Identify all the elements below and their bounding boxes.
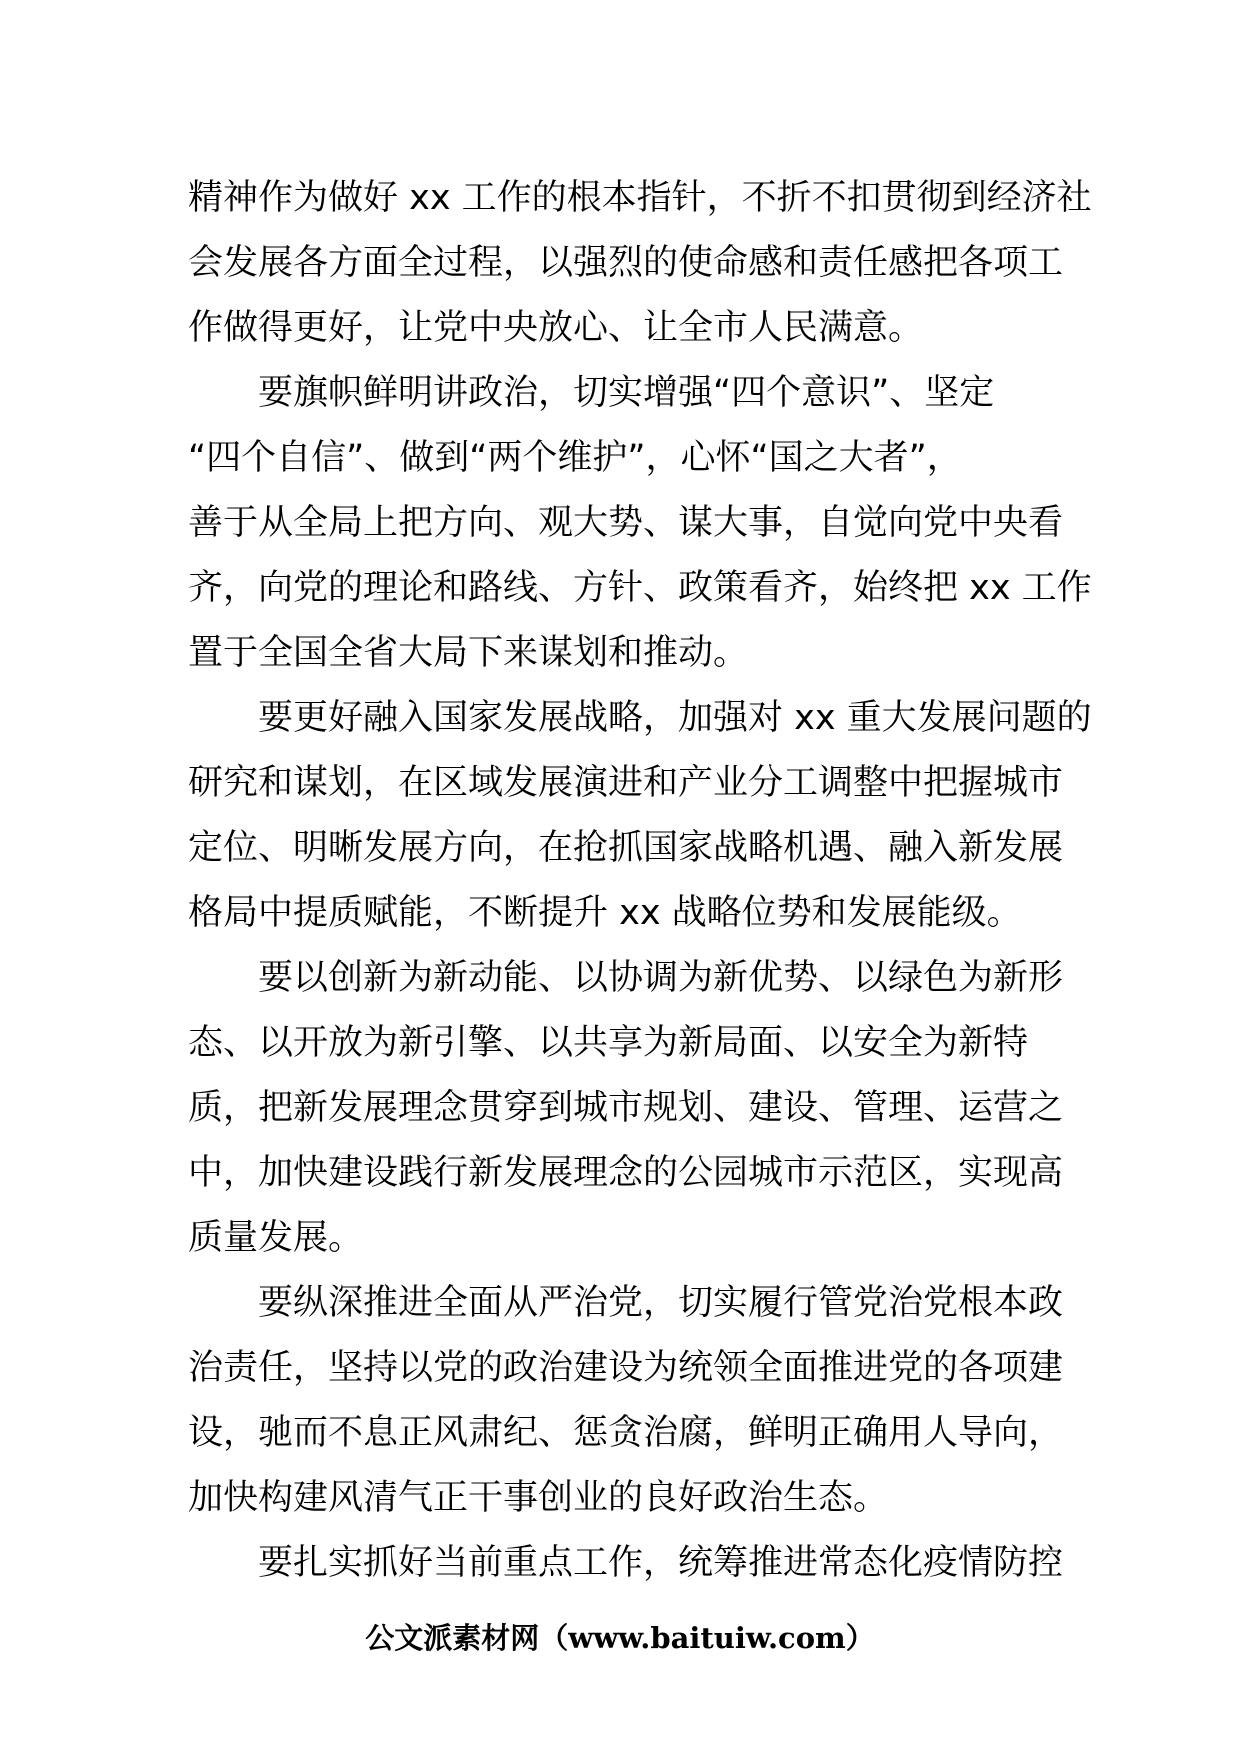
text-line: 作做得更好，让党中央放心、让全市人民满意。 <box>188 308 924 348</box>
footer-watermark: 公文派素材网（www.baituiw.com） <box>365 1621 875 1655</box>
text-line: 要更好融入国家发展战略，加强对 xx 重大发展问题的 <box>188 698 1092 738</box>
text-line: 善于从全局上把方向、观大势、谋大事，自觉向党中央看 <box>188 503 1064 543</box>
text-line: 要扎实抓好当前重点工作，统筹推进常态化疫情防控 <box>188 1543 1064 1583</box>
text-line: 态、以开放为新引擎、以共享为新局面、以安全为新特 <box>188 1023 1029 1063</box>
text-line: 格局中提质赋能，不断提升 xx 战略位势和发展能级。 <box>188 893 1022 933</box>
text-line: 治责任，坚持以党的政治建设为统领全面推进党的各项建 <box>188 1348 1064 1388</box>
text-line: 加快构建风清气正干事创业的良好政治生态。 <box>188 1478 889 1518</box>
document-body <box>188 166 1092 1596</box>
text-line: 质量发展。 <box>188 1218 364 1258</box>
text-line: 要以创新为新动能、以协调为新优势、以绿色为新形 <box>188 958 1064 998</box>
text-line: 研究和谋划，在区域发展演进和产业分工调整中把握城市 <box>188 763 1064 803</box>
text-line: 质，把新发展理念贯穿到城市规划、建设、管理、运营之 <box>188 1088 1064 1128</box>
text-line: 精神作为做好 xx 工作的根本指针，不折不扣贯彻到经济社 <box>188 178 1092 218</box>
text-line: 定位、明晰发展方向，在抢抓国家战略机遇、融入新发展 <box>188 828 1064 868</box>
text-line: 会发展各方面全过程，以强烈的使命感和责任感把各项工 <box>188 243 1064 283</box>
text-line: 置于全国全省大局下来谋划和推动。 <box>188 633 749 673</box>
text-line: 中，加快建设践行新发展理念的公园城市示范区，实现高 <box>188 1153 1064 1193</box>
text-line: 设，驰而不息正风肃纪、惩贪治腐，鲜明正确用人导向， <box>188 1413 1064 1453</box>
text-line: 要纵深推进全面从严治党，切实履行管党治党根本政 <box>188 1283 1064 1323</box>
text-line: 齐，向党的理论和路线、方针、政策看齐，始终把 xx 工作 <box>188 568 1092 608</box>
text-line: 要旗帜鲜明讲政治，切实增强“四个意识”、坚定 <box>188 373 995 413</box>
text-line: “四个自信”、做到“两个维护”，心怀“国之大者”， <box>188 438 962 478</box>
